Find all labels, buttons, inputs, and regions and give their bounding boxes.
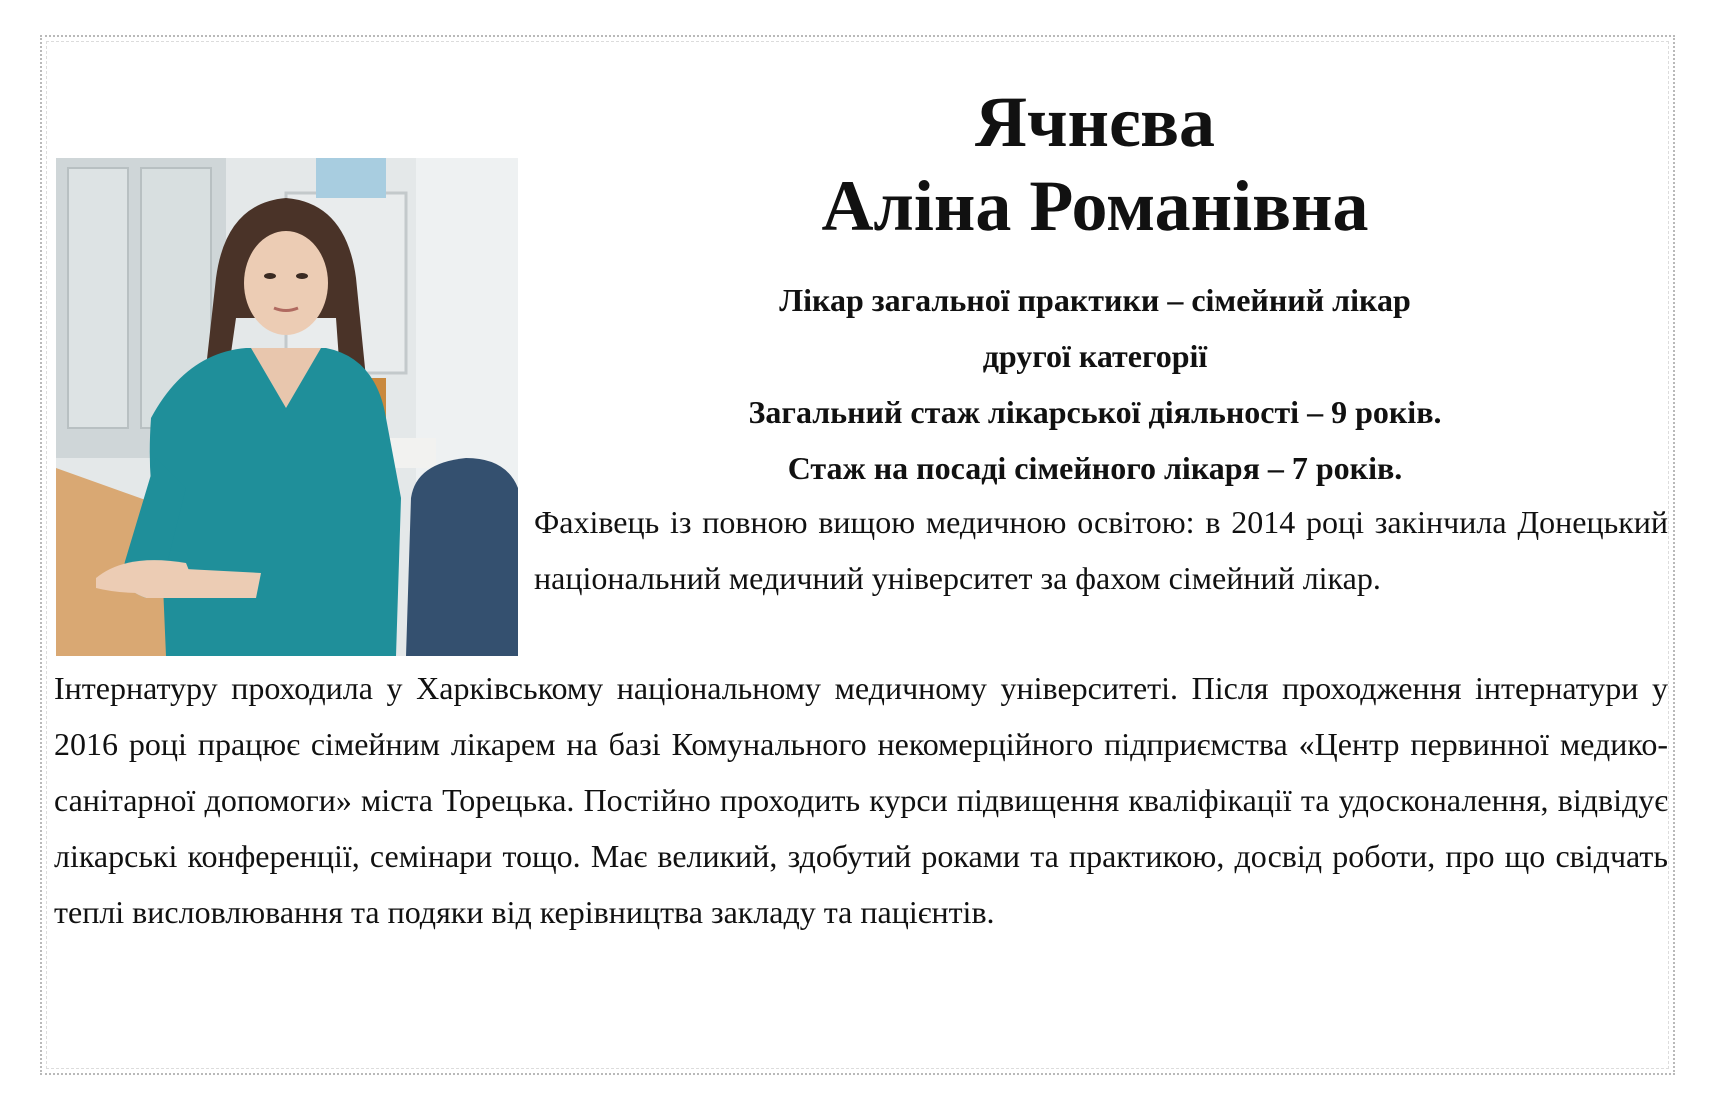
doctor-info — [520, 272, 1670, 496]
given-names: Аліна Романівна — [821, 166, 1369, 246]
family-doctor-experience: Стаж на посаді сімейного лікаря – 7 років. — [787, 450, 1403, 486]
education-paragraph: Фахівець із повною вищою медичною освітою: в 2014 році закінчила Донецький національний медичний університет за фахом сімейний лікар. — [534, 504, 1668, 596]
total-experience: Загальний стаж лікарської діяльності – 9 років. — [748, 394, 1442, 430]
position-line-2: другої категорії — [982, 338, 1208, 374]
doctor-photo — [56, 158, 518, 656]
surname: Ячнєва — [974, 82, 1216, 162]
career-paragraph: Інтернатуру проходила у Харківському національному медичному університеті. Після проходження інтернатури у 2016 році працює сімейним лікарем на базі Комунального некомерційного підприємства «Центр первинної медико-санітарної допомоги» міста Торецька. Постійно проходить курси підвищення кваліфікації та удосконалення, відвідує лікарські конференції, семінари тощо. Має великий, здобутий роками та практикою, досвід роботи, про що свідчать теплі висловлювання та подяки від керівництва закладу та пацієнтів. — [54, 670, 1668, 930]
position-line-1: Лікар загальної практики – сімейний лікар — [779, 282, 1411, 318]
doctor-name — [520, 80, 1670, 248]
